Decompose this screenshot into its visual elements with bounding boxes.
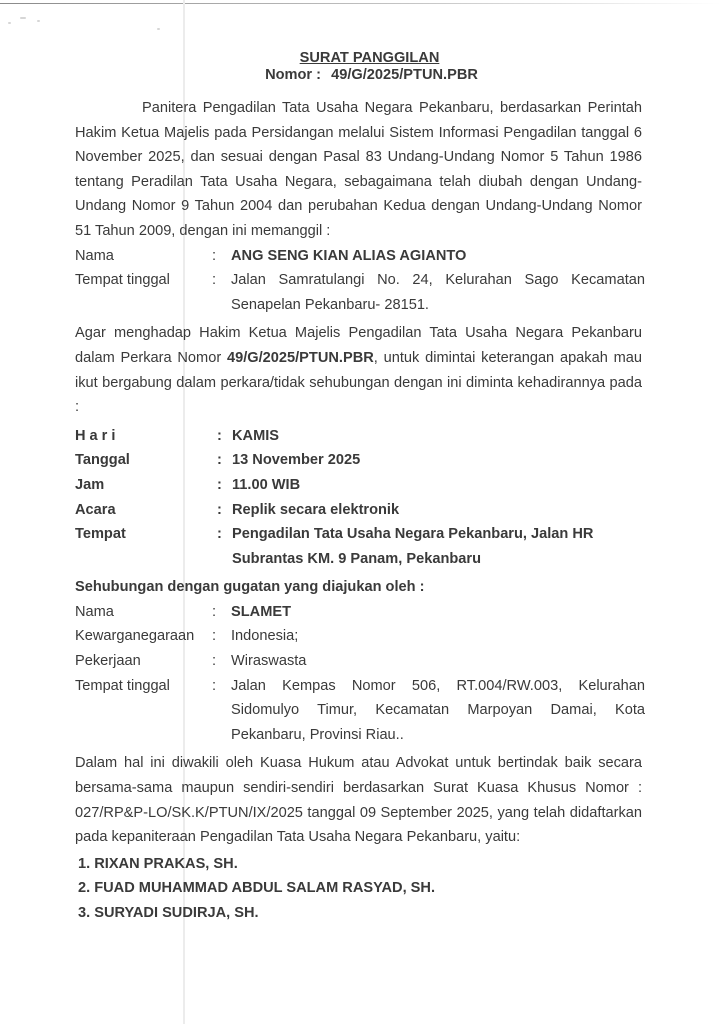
field-colon: : (212, 677, 217, 694)
schedule-date-row (75, 448, 645, 473)
schedule-event-value: Replik secara elektronik (232, 501, 400, 518)
plaintiff-occupation-row (75, 649, 645, 674)
plaintiff-address-row (75, 674, 645, 748)
letter-title: SURAT PANGGILAN (299, 50, 440, 66)
field-label: Tempat tinggal (75, 272, 170, 289)
lawyer-list-item: 1. RIXAN PRAKAS, SH. (78, 855, 238, 872)
field-label: Tempat (75, 526, 126, 543)
schedule-time-value: 11.00 WIB (232, 476, 301, 493)
field-colon: : (212, 272, 217, 289)
field-colon: : (212, 603, 217, 620)
plaintiff-occupation-value: Wiraswasta (231, 653, 307, 670)
schedule-place-value: Pengadilan Tata Usaha Negara Pekanbaru, Jalan HR Subrantas KM. 9 Panam, Pekanbaru (232, 526, 594, 567)
plaintiff-citizenship-value: Indonesia; (231, 628, 299, 645)
field-colon: : (217, 501, 222, 518)
field-colon: : (217, 526, 222, 543)
field-label: Jam (75, 476, 105, 493)
field-label: Tanggal (75, 452, 130, 469)
summoned-address-value: Jalan Samratulangi No. 24, Kelurahan Sago Kecamatan Senapelan Pekanbaru- 28151. (231, 272, 645, 313)
plaintiff-name-row (75, 600, 645, 625)
schedule-time-row (75, 473, 645, 498)
field-label: Hari (75, 427, 120, 444)
purpose-text-after: , untuk dimintai keterangan apakah mau ikut bergabung dalam perkara/tidak sehubungan dengan ini diminta kehadirannya pada : (75, 349, 642, 416)
lawyer-list-item: 2. FUAD MUHAMMAD ABDUL SALAM RASYAD, SH. (78, 880, 436, 897)
purpose-paragraph (75, 321, 642, 419)
field-label: Tempat tinggal (75, 677, 170, 694)
field-colon: : (217, 427, 222, 444)
plaintiff-address-value: Jalan Kempas Nomor 506, RT.004/RW.003, Kelurahan Sidomulyo Timur, Kecamatan Marpoyan Damai, Kota Pekanbaru, Provinsi Riau.. (231, 677, 645, 743)
summoned-name-row (75, 244, 645, 269)
lawyer-list-item: 3. SURYADI SUDIRJA, SH. (78, 905, 259, 921)
purpose-text-before: Agar menghadap Hakim Ketua Majelis Pengadilan Tata Usaha Negara Pekanbaru dalam Perkara Nomor (75, 325, 642, 366)
schedule-day-value: KAMIS (232, 427, 280, 444)
field-colon: : (212, 628, 217, 645)
intro-paragraph (75, 96, 642, 244)
field-label: Pekerjaan (75, 653, 141, 670)
letter-number-label: Nomor : (265, 67, 322, 83)
schedule-date-value: 13 November 2025 (232, 452, 361, 469)
field-label: Nama (75, 603, 114, 620)
plaintiff-citizenship-row (75, 624, 645, 649)
field-label: Nama (75, 247, 114, 264)
field-colon: : (217, 452, 222, 469)
field-colon: : (212, 653, 217, 670)
plaintiff-heading: Sehubungan dengan gugatan yang diajukan oleh : (75, 579, 425, 596)
plaintiff-name-value: SLAMET (231, 603, 291, 620)
summoned-address-row (75, 268, 645, 317)
schedule-day-row (75, 424, 645, 449)
field-colon: : (217, 476, 222, 493)
case-number: 49/G/2025/PTUN.PBR (226, 349, 374, 366)
representation-paragraph: Dalam hal ini diwakili oleh Kuasa Hukum atau Advokat untuk bertindak baik secara bersama-sama maupun sendiri-sendiri berdasarkan Surat Kuasa Khusus Nomor : 027/RP&P-LO/SK.K/PTUN/IX/2025 tanggal 09 September 2025, yang telah didaftarkan pada kepaniteraan Pengadilan Tata Usaha Negara Pekanbaru, yaitu: (75, 755, 642, 846)
summoned-name-value: ANG SENG KIAN ALIAS AGIANTO (231, 247, 467, 264)
field-label: Acara (75, 501, 116, 518)
intro-text: Panitera Pengadilan Tata Usaha Negara Pekanbaru, berdasarkan Perintah Hakim Ketua Majelis pada Persidangan melalui Sistem Informasi Pengadilan tanggal 6 November 2025, dan sesuai dengan Pasal 83 Undang-Undang Nomor 5 Tahun 1986 tentang Peradilan Tata Usaha Negara, sebagaimana telah diubah dengan Undang-Undang Nomor 9 Tahun 2004 dan perubahan Kedua dengan Undang-Undang Nomor 51 Tahun 2009, dengan ini memanggil : (75, 100, 642, 239)
letter-number-value: 49/G/2025/PTUN.PBR (331, 67, 478, 83)
field-label: Kewarganegaraan (75, 628, 195, 645)
letter-header (0, 50, 721, 84)
field-colon: : (212, 247, 217, 264)
schedule-place-row (75, 522, 645, 571)
schedule-event-row (75, 498, 645, 523)
letter-number (0, 67, 721, 84)
